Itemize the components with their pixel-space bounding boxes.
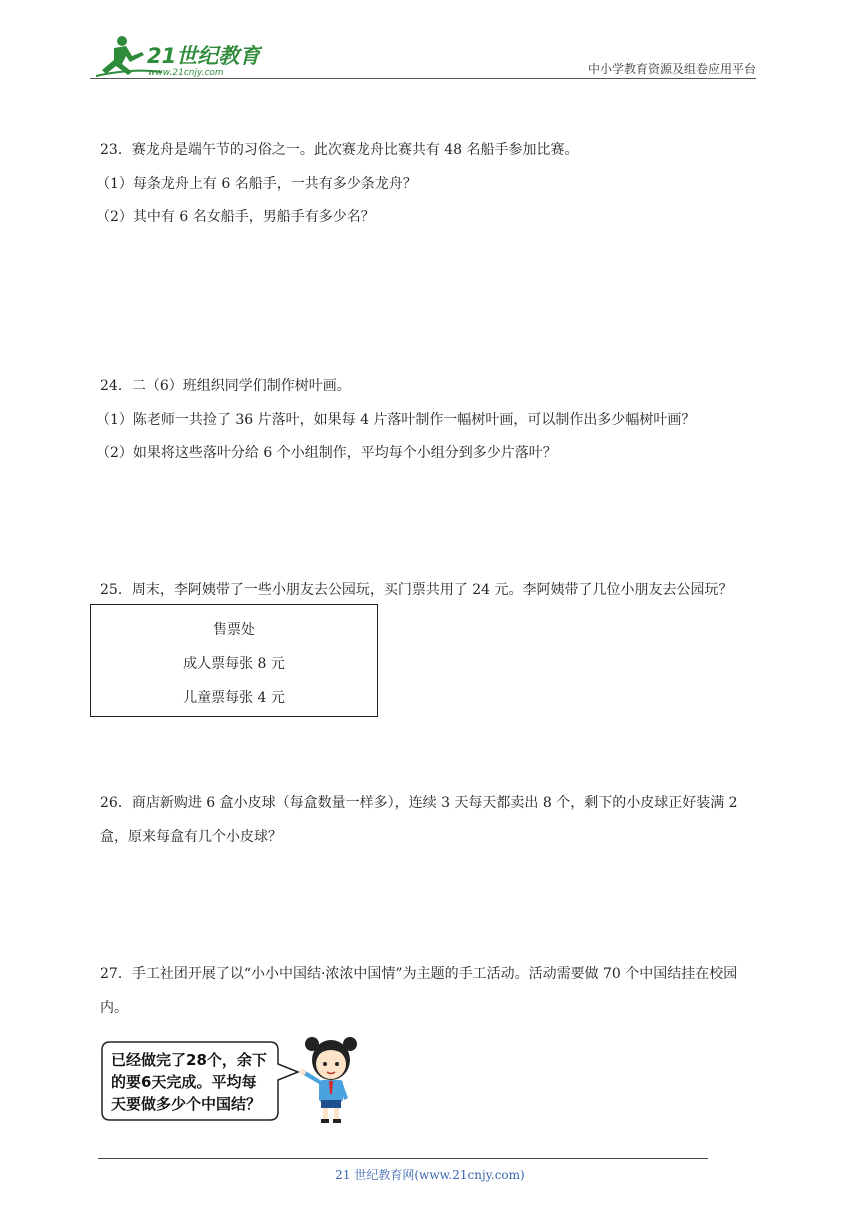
logo-text: 21世纪教育	[147, 44, 261, 68]
footer-text: 21 世纪教育网(www.21cnjy.com)	[335, 1168, 525, 1182]
question-26-stem: 26．商店新购进 6 盒小皮球（每盒数量一样多），连续 3 天每天都卖出 8 个，剩下的小皮球正好装满 2 盒，原来每盒有几个小皮球？	[100, 795, 738, 845]
girl-character-icon	[298, 1034, 364, 1126]
platform-title: 中小学教育资源及组卷应用平台	[587, 62, 756, 76]
question-24-part-1: （1）陈老师一共捡了 36 片落叶，如果每 4 片落叶制作一幅树叶画，可以制作出多少幅树叶画？	[96, 412, 696, 428]
bubble-line-1: 已经做完了28个，余下	[111, 1051, 267, 1069]
child-ticket-price: 儿童票每张 4 元	[183, 690, 285, 706]
question-23-stem: 23．赛龙舟是端午节的习俗之一。此次赛龙舟比赛共有 48 名船手参加比赛。	[100, 142, 579, 158]
question-27-stem: 27．手工社团开展了以“小小中国结·浓浓中国情”为主题的手工活动。活动需要做 70 个中国结挂在校园内。	[100, 966, 738, 1016]
question-23-part-1: （1）每条龙舟上有 6 名船手，一共有多少条龙舟？	[96, 176, 417, 192]
ticket-box-title: 售票处	[213, 622, 255, 638]
bubble-line-2: 的要6天完成。平均每	[111, 1073, 257, 1091]
header-divider	[90, 78, 756, 79]
question-25-stem: 25．周末，李阿姨带了一些小朋友去公园玩，买门票共用了 24 元。李阿姨带了几位小朋友去公园玩？	[100, 582, 733, 598]
bubble-line-3: 天要做多少个中国结？	[111, 1095, 262, 1113]
question-23-part-2: （2）其中有 6 名女船手，男船手有多少名？	[96, 209, 375, 225]
ticket-office-box	[90, 604, 378, 717]
footer-divider	[98, 1158, 708, 1159]
site-logo	[92, 32, 262, 80]
runner-logo-icon	[92, 32, 262, 80]
question-24-part-2: （2）如果将这些落叶分给 6 个小组制作，平均每个小组分到多少片落叶？	[96, 445, 557, 461]
question-24-stem: 24．二（6）班组织同学们制作树叶画。	[100, 378, 351, 394]
adult-ticket-price: 成人票每张 8 元	[183, 656, 285, 672]
logo-url: www.21cnjy.com	[148, 68, 224, 78]
